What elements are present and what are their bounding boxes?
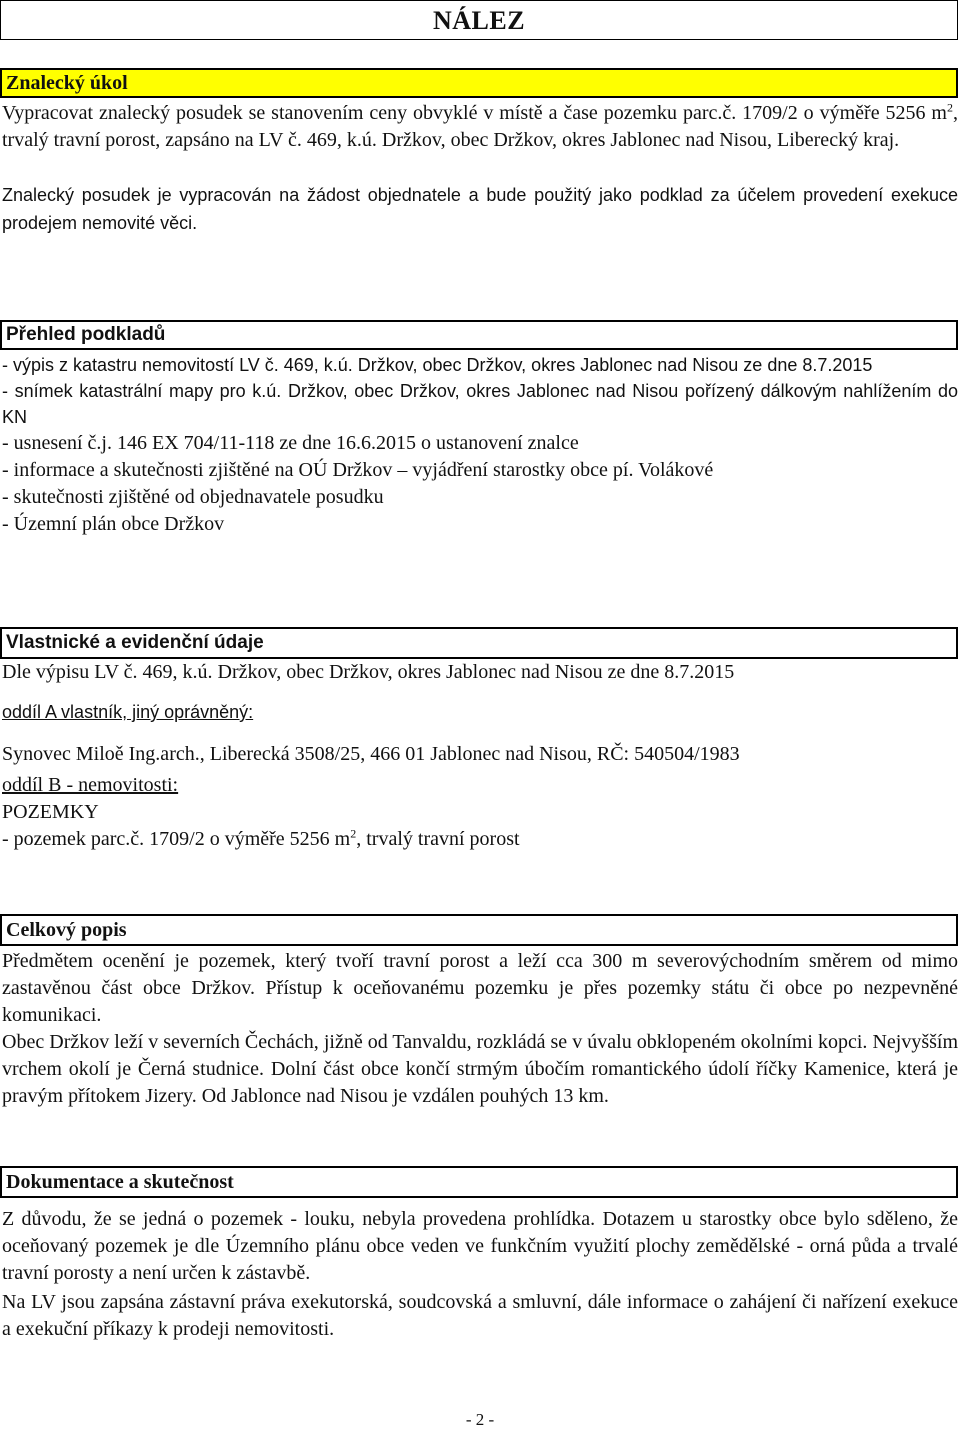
owner-line: Synovec Miloě Ing.arch., Liberecká 3508/25, 466 01 Jablonec nad Nisou, RČ: 540504/1983 <box>2 743 740 765</box>
source-item: - informace a skutečnosti zjištěné na OÚ Držkov – vyjádření starostky obce pí. Volákové <box>2 459 714 481</box>
source-item: - snímek katastrální mapy pro k.ú. Držkov, obec Držkov, okres Jablonec nad Nisou pořízený dálkovým nahlížením do KN <box>2 381 958 427</box>
section-heading: Vlastnické a evidenční údaje <box>0 627 958 659</box>
oddil-a-label: oddíl A vlastník, jiný oprávněný: <box>2 702 254 722</box>
section-dokumentace <box>0 1166 960 1343</box>
section-heading: Dokumentace a skutečnost <box>0 1166 958 1198</box>
description-paragraph: Předmětem ocenění je pozemek, který tvoří travní porost a leží cca 300 m severovýchodním směrem od mimo zastavěnou část obce Držkov. Přístup k oceňovanému pozemku je přes pozemky státu či obce po nezpevněné komunikaci. <box>2 950 958 1026</box>
section-prehled-podkladu <box>0 320 960 538</box>
pozemky-label: POZEMKY <box>2 801 99 823</box>
task-paragraph: Vypracovat znalecký posudek se stanovením ceny obvyklé v místě a čase pozemku parc.č. 1709/2 o výměře 5256 $m^2$, trvalý travní porost, zapsáno na LV č. 469, k.ú. Držkov, obec Držkov, okres Jablonec nad Nisou, Liberecký kraj. <box>2 100 958 151</box>
source-item: - skutečnosti zjištěné od objednavatele posudku <box>2 486 384 508</box>
source-item: - usnesení č.j. 146 EX 704/11-118 ze dne 16.6.2015 o ustanovení znalce <box>2 432 579 454</box>
page-title-box <box>0 0 958 40</box>
section-znalecky-ukol <box>0 68 960 237</box>
section-heading: Přehled podkladů <box>0 320 958 350</box>
lien-paragraph: Na LV jsou zapsána zástavní práva exekutorská, soudcovská a smluvní, dále informace o zahájení či nařízení exekuce a exekuční příkazy k prodeji nemovitosti. <box>2 1291 958 1340</box>
section-heading: Celkový popis <box>0 914 958 946</box>
section-celkovy-popis <box>0 914 960 1110</box>
page-number: - 2 - <box>465 1410 495 1429</box>
parcel-line: - pozemek parc.č. 1709/2 o výměře 5256 $m^2$, trvalý travní porost <box>2 826 520 850</box>
documentation-paragraph: Z důvodu, že se jedná o pozemek - louku, nebyla provedena prohlídka. Dotazem u starostky obce bylo sděleno, že oceňovaný pozemek je dle Územního plánu obce veden ve funkčním využití plochy zemědělské - orná půda a trvalé travní porosty a není určen k zástavbě. <box>2 1208 958 1284</box>
location-paragraph: Obec Držkov leží v severních Čechách, jižně od Tanvaldu, rozkládá se v úvalu obklopeném okolními kopci. Nejvyšším vrchem okolí je Černá studnice. Dolní část obce končí strmým úbočím romantického údolí říčky Kamenice, která je pravým přítokem Jizery. Od Jablonce nad Nisou je vzdálen pouhých 13 km. <box>2 1031 958 1107</box>
source-item: - Územní plán obce Držkov <box>2 513 225 535</box>
purpose-paragraph: Znalecký posudek je vypracován na žádost objednatele a bude použitý jako podklad za účelem provedení exekuce prodejem nemovité věci. <box>2 185 958 233</box>
lv-line: Dle výpisu LV č. 469, k.ú. Držkov, obec Držkov, okres Jablonec nad Nisou ze dne 8.7.2015 <box>2 661 735 683</box>
oddil-b-label: oddíl B - nemovitosti: <box>2 774 179 796</box>
source-item: - výpis z katastru nemovitostí LV č. 469, k.ú. Držkov, obec Držkov, okres Jablonec nad Nisou ze dne 8.7.2015 <box>2 355 873 375</box>
page-title: NÁLEZ <box>432 6 526 35</box>
section-heading: Znalecký úkol <box>0 68 958 98</box>
section-vlastnicke-udaje <box>0 627 960 853</box>
